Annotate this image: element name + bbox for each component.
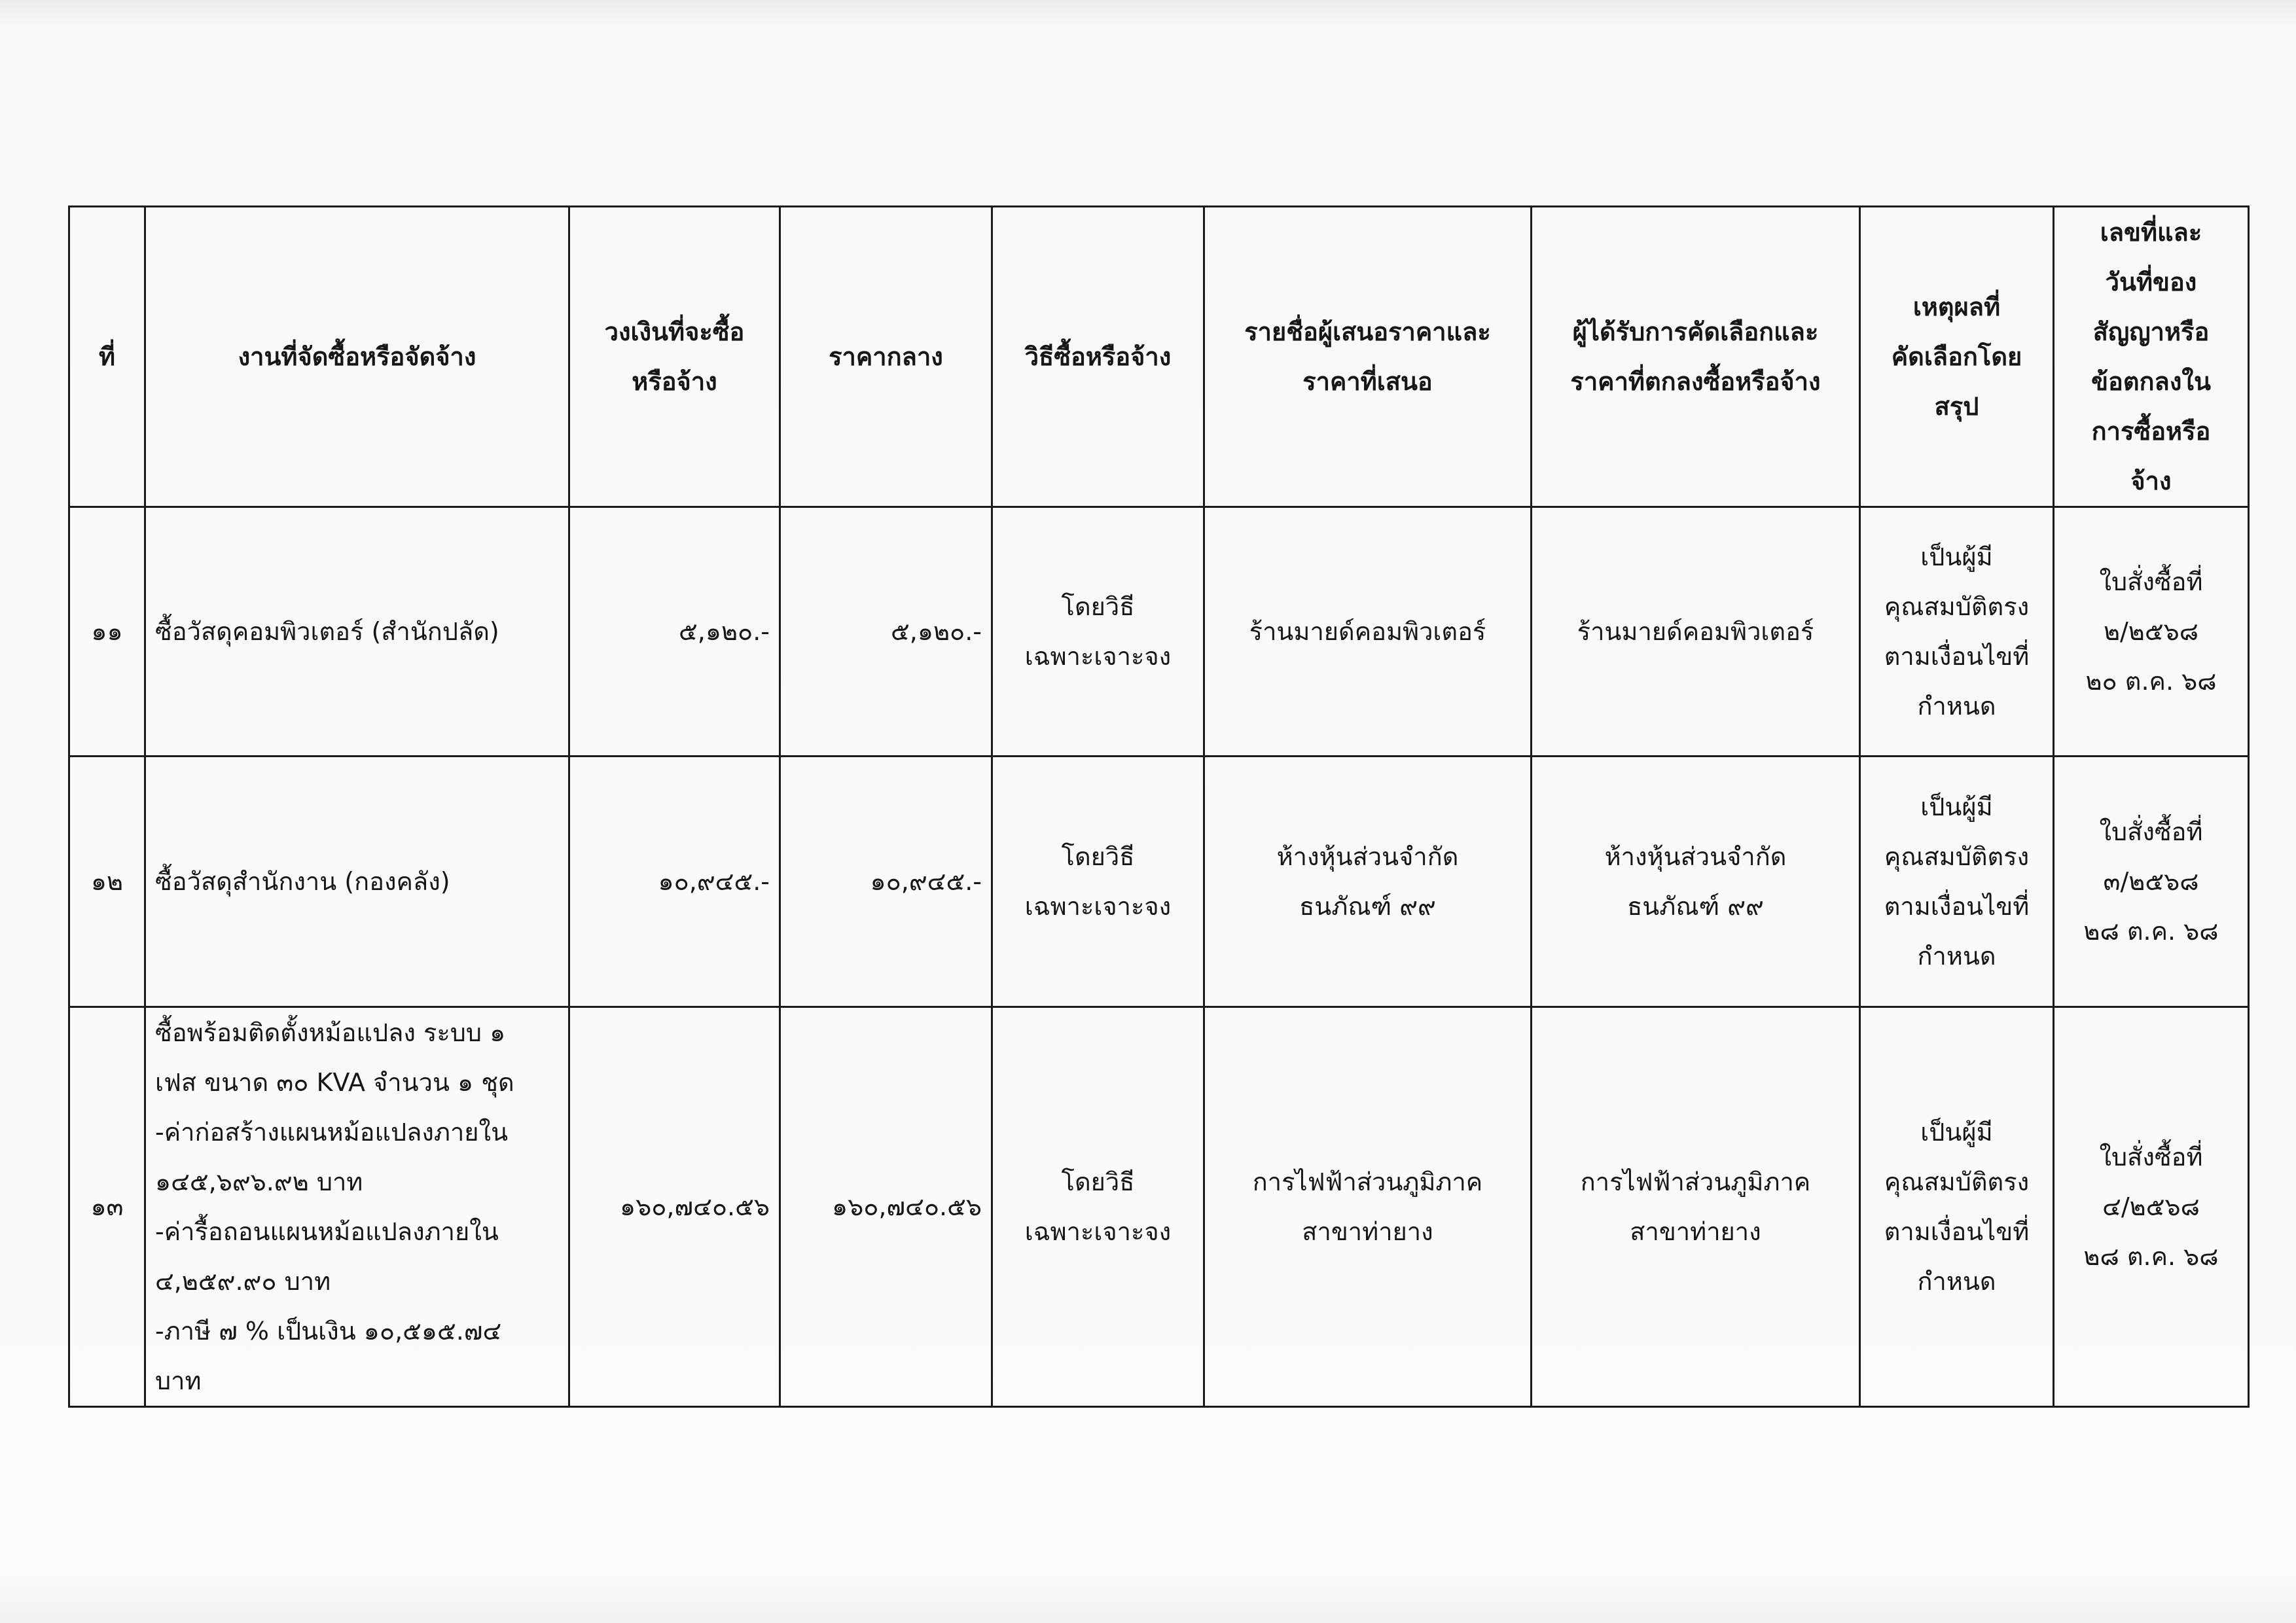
header-no: ที่ — [69, 207, 145, 507]
cell-median-price: ๕,๑๒๐.- — [780, 507, 992, 757]
cell-no: ๑๓ — [69, 1007, 145, 1407]
cell-reason: เป็นผู้มี คุณสมบัติตรง ตามเงื่อนไขที่ กำหนด — [1860, 507, 2054, 757]
procurement-table — [68, 205, 2250, 1408]
header-bidders: รายชื่อผู้เสนอราคาและ ราคาที่เสนอ — [1204, 207, 1532, 507]
cell-winner: การไฟฟ้าส่วนภูมิภาค สาขาท่ายาง — [1532, 1007, 1860, 1407]
header-median-price: ราคากลาง — [780, 207, 992, 507]
header-reason: เหตุผลที่ คัดเลือกโดย สรุป — [1860, 207, 2054, 507]
cell-winner: ร้านมายด์คอมพิวเตอร์ — [1532, 507, 1860, 757]
cell-bidders: การไฟฟ้าส่วนภูมิภาค สาขาท่ายาง — [1204, 1007, 1532, 1407]
cell-budget: ๑๐,๙๔๕.- — [569, 757, 780, 1007]
table-row — [69, 757, 2249, 1007]
header-item: งานที่จัดซื้อหรือจัดจ้าง — [145, 207, 569, 507]
cell-method: โดยวิธี เฉพาะเจาะจง — [992, 1007, 1204, 1407]
cell-method: โดยวิธี เฉพาะเจาะจง — [992, 507, 1204, 757]
cell-bidders: ร้านมายด์คอมพิวเตอร์ — [1204, 507, 1532, 757]
cell-reason: เป็นผู้มี คุณสมบัติตรง ตามเงื่อนไขที่ กำหนด — [1860, 1007, 2054, 1407]
cell-winner: ห้างหุ้นส่วนจำกัด ธนภัณฑ์ ๙๙ — [1532, 757, 1860, 1007]
cell-reason: เป็นผู้มี คุณสมบัติตรง ตามเงื่อนไขที่ กำหนด — [1860, 757, 2054, 1007]
cell-item: ซื้อวัสดุสำนักงาน (กองคลัง) — [145, 757, 569, 1007]
cell-item: ซื้อพร้อมติดตั้งหม้อแปลง ระบบ ๑ เฟส ขนาด ๓๐ KVA จำนวน ๑ ชุด -ค่าก่อสร้างแผนหม้อแปลงภายใน ๑๔๕,๖๙๖.๙๒ บาท -ค่ารื้อถอนแผนหม้อแปลงภายใน ๔,๒๕๙.๙๐ บาท -ภาษี ๗ % เป็นเงิน ๑๐,๕๑๕.๗๔ บาท — [145, 1007, 569, 1407]
cell-contract: ใบสั่งซื้อที่ ๔/๒๕๖๘ ๒๘ ต.ค. ๖๘ — [2054, 1007, 2249, 1407]
cell-median-price: ๑๐,๙๔๕.- — [780, 757, 992, 1007]
header-row — [69, 207, 2249, 507]
table-row — [69, 507, 2249, 757]
cell-budget: ๕,๑๒๐.- — [569, 507, 780, 757]
header-contract: เลขที่และ วันที่ของ สัญญาหรือ ข้อตกลงใน การซื้อหรือ จ้าง — [2054, 207, 2249, 507]
header-method: วิธีซื้อหรือจ้าง — [992, 207, 1204, 507]
cell-contract: ใบสั่งซื้อที่ ๓/๒๕๖๘ ๒๘ ต.ค. ๖๘ — [2054, 757, 2249, 1007]
cell-contract: ใบสั่งซื้อที่ ๒/๒๕๖๘ ๒๐ ต.ค. ๖๘ — [2054, 507, 2249, 757]
cell-median-price: ๑๖๐,๗๔๐.๕๖ — [780, 1007, 992, 1407]
header-budget: วงเงินที่จะซื้อ หรือจ้าง — [569, 207, 780, 507]
cell-method: โดยวิธี เฉพาะเจาะจง — [992, 757, 1204, 1007]
cell-bidders: ห้างหุ้นส่วนจำกัด ธนภัณฑ์ ๙๙ — [1204, 757, 1532, 1007]
cell-no: ๑๑ — [69, 507, 145, 757]
table-row — [69, 1007, 2249, 1407]
header-winner: ผู้ได้รับการคัดเลือกและ ราคาที่ตกลงซื้อหรือจ้าง — [1532, 207, 1860, 507]
cell-item: ซื้อวัสดุคอมพิวเตอร์ (สำนักปลัด) — [145, 507, 569, 757]
cell-budget: ๑๖๐,๗๔๐.๕๖ — [569, 1007, 780, 1407]
cell-no: ๑๒ — [69, 757, 145, 1007]
